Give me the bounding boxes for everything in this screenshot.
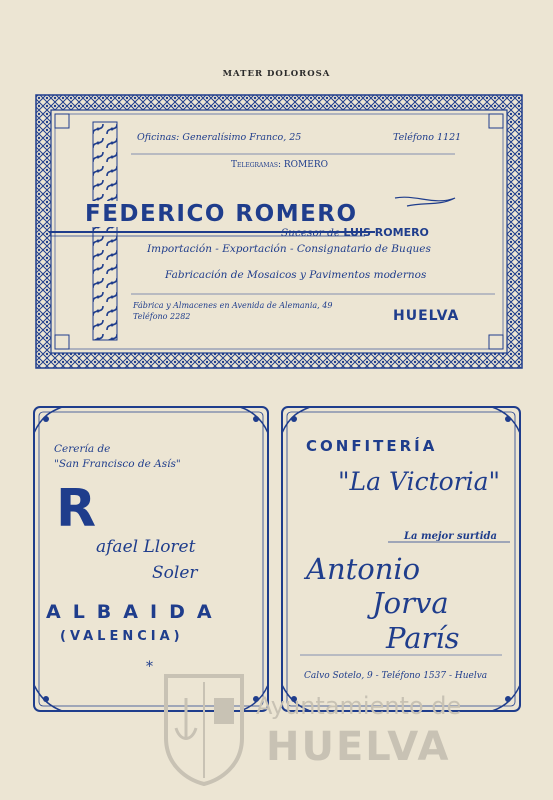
owner-first-name: Antonio	[306, 552, 421, 586]
region-name: (VALENCIA)	[60, 629, 184, 644]
telegrams-value: ROMERO	[283, 160, 328, 170]
asterisk-mark: *	[146, 659, 153, 675]
telegrams-label: Telegramas:	[231, 160, 282, 170]
chandlery-name: "San Francisco de Asís"	[54, 458, 181, 470]
coat-of-arms-watermark	[160, 668, 248, 786]
city-name: HUELVA	[393, 308, 460, 324]
office-phone: Teléfono 1121	[393, 132, 462, 143]
la-victoria-ad	[280, 405, 522, 713]
page-header: MATER DOLOROSA	[222, 69, 331, 79]
watermark-line1: Ayuntamiento de	[256, 692, 462, 720]
owner-middle-name: Jorva	[372, 586, 449, 620]
factory-address: Fábrica y Almacenes en Avenida de Alemania, 49	[133, 301, 333, 310]
manufacturing-line: Fabricación de Mosaicos y Pavimentos modernos	[165, 269, 427, 281]
owner-surname: Soler	[152, 563, 198, 583]
rafael-lloret-ad	[32, 405, 270, 713]
chandlery-label: Cerería de	[54, 443, 111, 455]
company-name: FEDERICO ROMERO	[81, 201, 362, 227]
shop-name: "La Victoria"	[338, 467, 501, 496]
services-line: Importación - Exportación - Consignatario de Buques	[147, 243, 431, 255]
shop-address: Calvo Sotelo, 9 - Teléfono 1537 - Huelva	[304, 671, 488, 681]
watermark-line2: HUELVA	[266, 724, 451, 770]
town-name: ALBAIDA	[46, 601, 224, 623]
successor-name: LUIS ROMERO	[343, 226, 429, 239]
tagline: La mejor surtida	[404, 531, 498, 542]
federico-romero-ad	[35, 94, 523, 369]
factory-phone: Teléfono 2282	[133, 312, 191, 321]
successor-prefix: Sucesor de	[281, 227, 341, 239]
confectionery-heading: CONFITERÍA	[306, 437, 438, 455]
initial-letter: R	[56, 479, 97, 539]
owner-last-name: París	[386, 621, 460, 655]
offices-address: Oficinas: Generalísimo Franco, 25	[137, 132, 302, 143]
owner-first-name: afael Lloret	[96, 537, 196, 557]
